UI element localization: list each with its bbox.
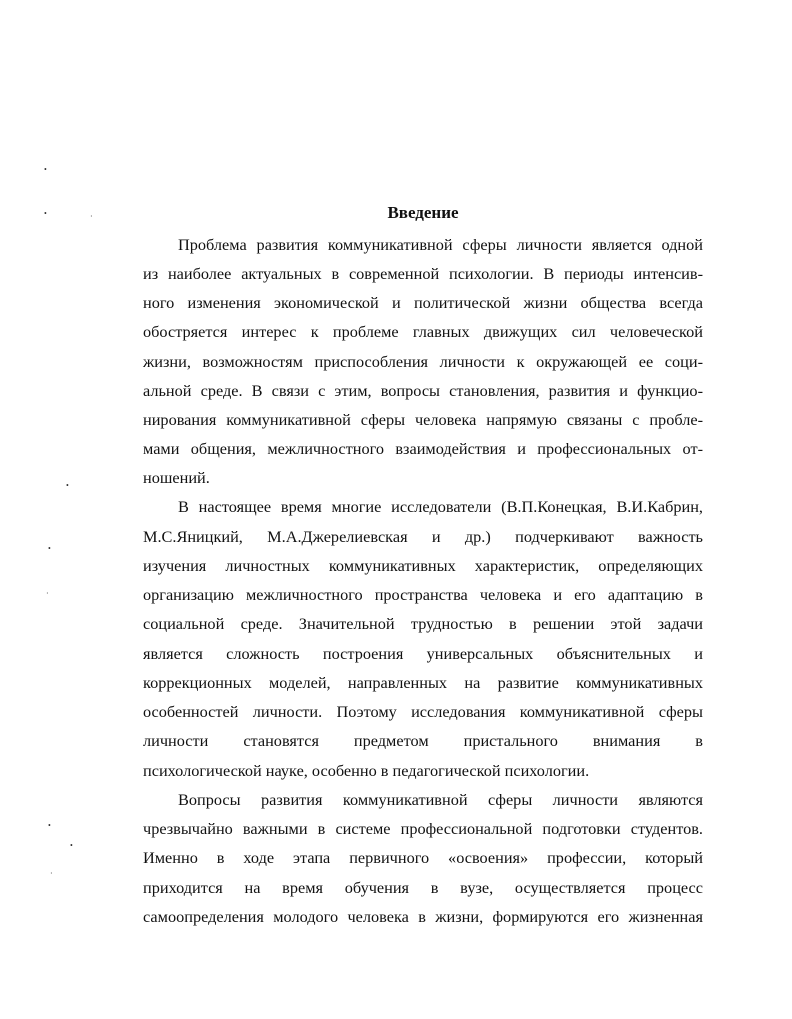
scan-speck: •	[48, 544, 51, 553]
text-line: ного изменения экономической и политической жизни общества всегда	[143, 293, 703, 312]
scan-speck: ·	[46, 589, 49, 598]
text-line: организацию межличностного пространства человека и его адаптацию в	[143, 585, 703, 604]
text-line: самоопределения молодого человека в жизни, формируются его жизненная	[143, 907, 703, 926]
text-line: М.С.Яницкий, М.А.Джерелиевская и др.) подчеркивают важность	[143, 527, 703, 546]
scan-speck: •	[44, 165, 47, 174]
text-line: чрезвычайно важными в системе профессиональной подготовки студентов.	[143, 819, 703, 838]
text-line: коррекционных моделей, направленных на развитие коммуникативных	[143, 673, 703, 692]
text-line: изучения личностных коммуникативных характеристик, определяющих	[143, 556, 703, 575]
scan-speck: •	[66, 481, 69, 490]
text-line: ношений.	[143, 468, 210, 487]
text-line: приходится на время обучения в вузе, осуществляется процесс	[143, 878, 703, 897]
document-title: Введение	[387, 203, 459, 222]
text-line: В настоящее время многие исследователи (В.П.Конецкая, В.И.Кабрин,	[178, 497, 703, 516]
text-line: психологической науке, особенно в педагогической психологии.	[143, 761, 590, 780]
text-line: из наиболее актуальных в современной психологии. В периоды интенсив-	[143, 264, 703, 283]
text-line: особенностей личности. Поэтому исследования коммуникативной сферы	[143, 702, 703, 721]
text-line: жизни, возможностям приспособления личности к окружающей ее соци-	[143, 352, 703, 371]
text-line: Именно в ходе этапа первичного «освоения» профессии, который	[143, 848, 703, 867]
scan-speck: •	[44, 209, 47, 218]
scan-speck: •	[70, 841, 73, 850]
text-line: альной среде. В связи с этим, вопросы становления, развития и функцио-	[143, 381, 703, 400]
text-line: нирования коммуникативной сферы человека напрямую связаны с пробле-	[143, 410, 703, 429]
text-line: мами общения, межличностного взаимодействия и профессиональных от-	[143, 439, 703, 458]
scan-speck: ·	[50, 869, 53, 878]
scan-speck: •	[48, 821, 51, 830]
text-line: Вопросы развития коммуникативной сферы личности являются	[178, 790, 703, 809]
text-line: обостряется интерес к проблеме главных движущих сил человеческой	[143, 322, 703, 341]
text-line: социальной среде. Значительной трудностью в решении этой задачи	[143, 614, 703, 633]
scan-speck: ·	[90, 212, 93, 221]
text-line: Проблема развития коммуникативной сферы личности является одной	[178, 235, 703, 254]
text-line: является сложность построения универсальных объяснительных и	[143, 644, 703, 663]
text-line: личности становятся предметом пристального внимания в	[143, 731, 703, 750]
